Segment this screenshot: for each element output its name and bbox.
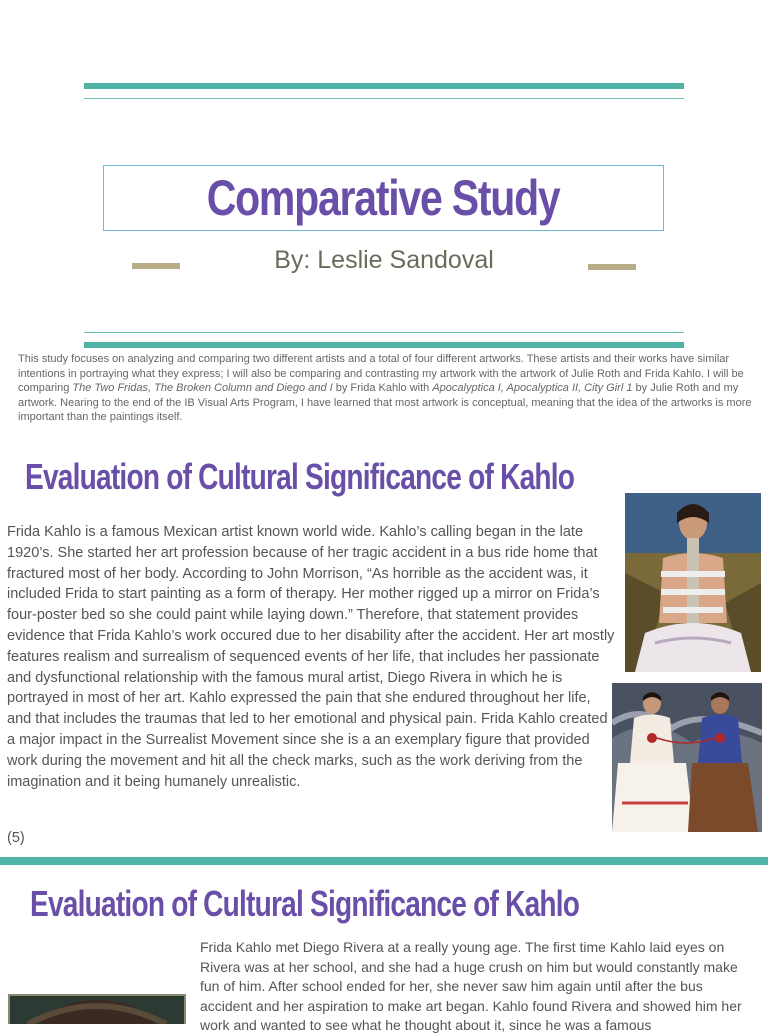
intro-text-1: This study focuses on analyzing and comparing two different artists and a total of four different artworks. These artists and their works have similar intentions in portraying what they express; I will also be comparing and contrasting my artwork with the artwork of Julie Roth and Frida Kahlo. I will be comparing	[18, 353, 744, 395]
section1-citation: (5)	[7, 830, 25, 846]
bottom-thin-rule	[84, 332, 684, 333]
intro-text-3: by Julie Roth and my artwork. Nearing to the end of the IB Visual Arts Program, I have learned that most artwork is conceptual, meaning that the idea of the artworks is more important than the paintings itself.	[18, 382, 752, 424]
broken-column-painting	[625, 493, 761, 672]
diego-and-i-painting	[8, 994, 186, 1024]
section2-body: Frida Kahlo met Diego Rivera at a really young age. The first time Kahlo laid eyes on Rivera was at her school, and she had a huge crush on him but would constantly make fun of him. After school ended for her, she never saw him again until after the bus accident and her aspiration to make art began. Kahlo found Rivera and showed him her work and wanted to see what he thought about it, since he was a famous	[200, 939, 742, 1033]
section1-body: Frida Kahlo is a famous Mexican artist known world wide. Kahlo’s calling began in the late 1920’s. She started her art profession because of her tragic accident in a bus ride home that fractured most of her body. According to John Morrison, “As horrible as the accident was, it included Frida to start painting as a form of therapy. Her mother rigged up a mirror on Frida’s four-poster bed so she could paint while laying down.” Therefore, that statement provides evidence that Frida Kahlo’s work occured due to her disability after the accident. Her art mostly features realism and surrealism of sequenced events of her life, that includes her passionate and dysfunctional relationship with the famous mural artist, Diego Rivera in which he is portrayed in most of her art. Kahlo expressed the pain that she endured throughout her life, and that includes the traumas that led to her emotional and physical pain. Frida Kahlo created a major impact in the Surrealist Movement since she is a an exemplary figure that provided work during the movement and hit all the check marks, such as the work deriving from the imagination and it being humanely unrealistic.	[7, 524, 615, 790]
right-dash	[588, 264, 636, 270]
intro-text-2: by Frida Kahlo with	[332, 382, 433, 395]
author-byline: By: Leslie Sandoval	[274, 246, 494, 274]
title-box	[103, 165, 664, 231]
top-thick-rule	[84, 83, 684, 89]
document-title: Comparative Study	[207, 170, 560, 226]
section2-heading: Evaluation of Cultural Significance of Kahlo	[30, 883, 580, 924]
intro-works-kahlo: The Two Fridas, The Broken Column and Diego and I	[72, 382, 333, 395]
top-thin-rule	[84, 98, 684, 99]
bottom-thick-rule	[84, 342, 684, 348]
section1-heading: Evaluation of Cultural Significance of Kahlo	[25, 456, 575, 497]
two-fridas-painting	[612, 683, 762, 832]
intro-works-roth: Apocalyptica I, Apocalyptica II, City Girl 1	[432, 382, 633, 395]
slide-divider	[0, 857, 768, 865]
intro-paragraph	[18, 352, 758, 425]
